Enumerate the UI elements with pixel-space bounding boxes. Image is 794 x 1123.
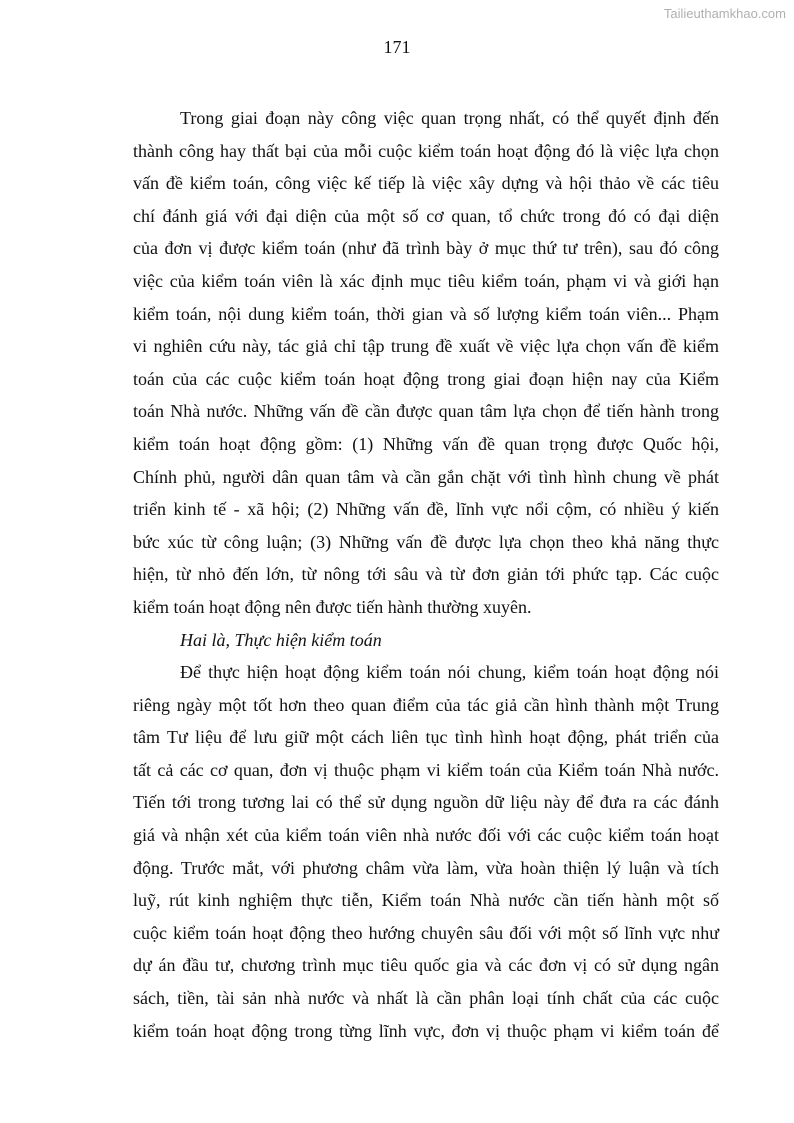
text-line: bức xúc từ công luận; (3) Những vấn đề được lựa chọn theo khả năng thực — [133, 531, 719, 552]
text-line: Chính phủ, người dân quan tâm và cần gắn chặt với tình hình chung về phát — [133, 466, 719, 487]
text-line: cuộc kiểm toán hoạt động theo hướng chuyên sâu đối với một số lĩnh vực như — [133, 922, 719, 943]
text-line: hiện, từ nhỏ đến lớn, từ nông tới sâu và từ đơn giản tới phức tạp. Các cuộc — [133, 564, 719, 585]
document-body — [133, 104, 719, 1049]
text-line: toán của các cuộc kiểm toán hoạt động trong giai đoạn hiện nay của Kiểm — [133, 368, 719, 389]
text-line: kiểm toán, nội dung kiểm toán, thời gian và số lượng kiểm toán viên... Phạm — [133, 303, 719, 324]
text-line: Để thực hiện hoạt động kiểm toán nói chung, kiểm toán hoạt động nói — [180, 662, 719, 683]
watermark: Tailieuthamkhao.com — [663, 6, 786, 21]
text-line: Tiến tới trong tương lai có thể sử dụng nguồn dữ liệu này để đưa ra các đánh — [133, 792, 719, 813]
text-line: giá và nhận xét của kiểm toán viên nhà nước đối với các cuộc kiểm toán hoạt — [133, 825, 719, 846]
text-line: triển kinh tế - xã hội; (2) Những vấn đề, lĩnh vực nổi cộm, có nhiều ý kiến — [133, 499, 719, 520]
text-line: riêng ngày một tốt hơn theo quan điểm của tác giả cần hình thành một Trung — [133, 694, 719, 715]
text-line: chí đánh giá với đại diện của một số cơ quan, tổ chức trong đó có đại diện — [133, 205, 719, 226]
text-line: tất cả các cơ quan, đơn vị thuộc phạm vi kiểm toán của Kiểm toán Nhà nước. — [133, 759, 719, 780]
text-line: Trong giai đoạn này công việc quan trọng nhất, có thể quyết định đến — [180, 108, 719, 128]
text-line: kiểm toán hoạt động nên được tiến hành thường xuyên. — [133, 596, 532, 617]
text-line: việc của kiểm toán viên là xác định mục tiêu kiểm toán, phạm vi và giới hạn — [133, 270, 719, 291]
text-line: toán Nhà nước. Những vấn đề cần được quan tâm lựa chọn để tiến hành trong — [133, 401, 719, 422]
text-line: vi nghiên cứu này, tác giả chỉ tập trung đề xuất về việc lựa chọn vấn đề kiểm — [133, 336, 719, 357]
text-line: kiểm toán hoạt động trong từng lĩnh vực, đơn vị thuộc phạm vi kiểm toán để — [133, 1020, 719, 1041]
text-line: thành công hay thất bại của mỗi cuộc kiểm toán hoạt động đó là việc lựa chọn — [133, 140, 719, 161]
text-line: vấn đề kiểm toán, công việc kế tiếp là việc xây dựng và hội thảo về các tiêu — [133, 173, 719, 194]
text-line: luỹ, rút kinh nghiệm thực tiễn, Kiểm toán Nhà nước cần tiến hành một số — [133, 890, 719, 911]
text-line: của đơn vị được kiểm toán (như đã trình bày ở mục thứ tư trên), sau đó công — [133, 238, 719, 259]
section-heading: Hai là, Thực hiện kiểm toán — [180, 629, 382, 650]
text-line: dự án đầu tư, chương trình mục tiêu quốc gia và các đơn vị có sử dụng ngân — [133, 955, 719, 976]
text-line: động. Trước mắt, với phương châm vừa làm, vừa hoàn thiện lý luận và tích — [133, 857, 719, 878]
page-number: 171 — [383, 37, 411, 57]
text-line: tâm Tư liệu để lưu giữ một cách liên tục tình hình hoạt động, phát triển của — [133, 727, 719, 748]
text-line: sách, tiền, tài sản nhà nước và nhất là cần phân loại tính chất của các cuộc — [133, 988, 719, 1009]
text-line: kiểm toán hoạt động gồm: (1) Những vấn đề quan trọng được Quốc hội, — [133, 433, 719, 454]
